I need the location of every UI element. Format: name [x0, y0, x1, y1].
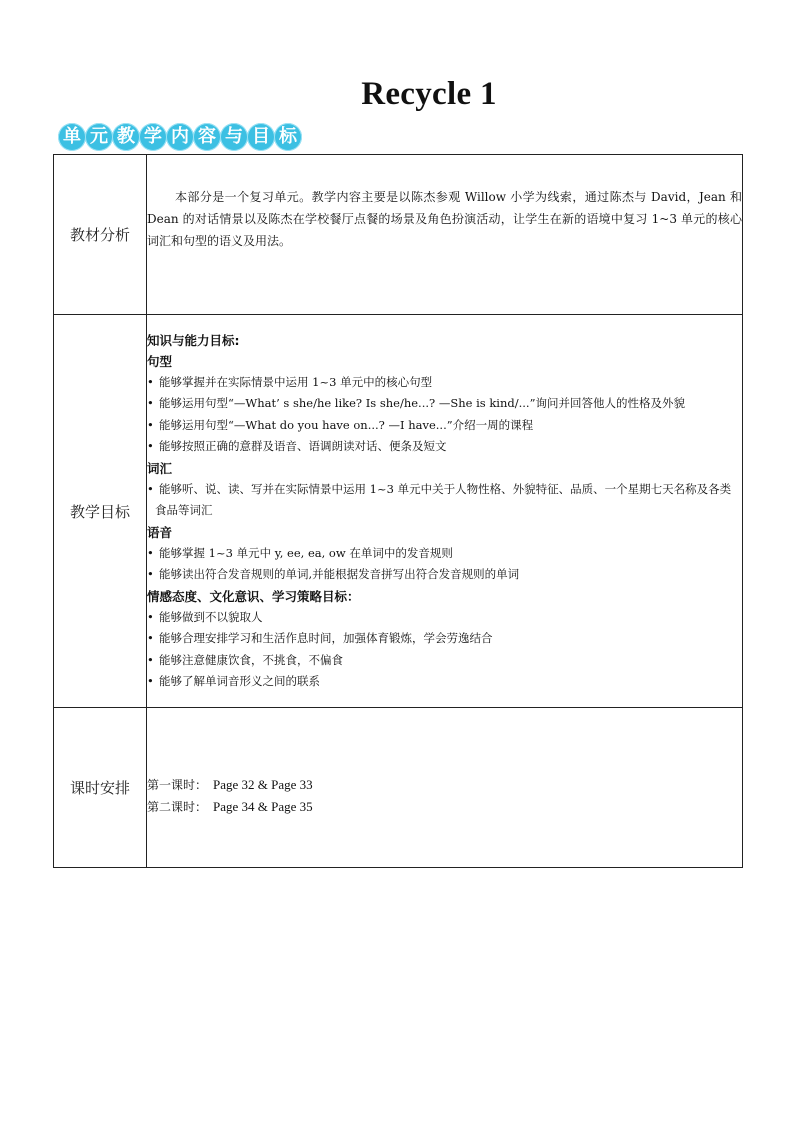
section-banner	[58, 123, 301, 153]
banner-char: 容	[193, 123, 221, 151]
list-item: • 能够运用句型“—What do you have on...? —I have...”介绍一周的课程	[147, 415, 742, 437]
banner-char: 标	[274, 123, 302, 151]
list-item: • 能够按照正确的意群及语音、语调朗读对话、便条及短文	[147, 436, 742, 458]
list-item: • 能够了解单词音形义之间的联系	[147, 671, 742, 693]
row-label-goals: 教学目标	[54, 315, 147, 708]
banner-char: 单	[58, 123, 86, 151]
list-item: • 能够注意健康饮食，不挑食，不偏食	[147, 650, 742, 672]
banner-char: 目	[247, 123, 275, 151]
banner-char: 教	[112, 123, 140, 151]
lesson-line	[147, 796, 742, 818]
knowledge-heading: 知识与能力目标:	[147, 332, 240, 348]
bullet-icon: •	[147, 567, 154, 581]
goals-cell	[147, 315, 743, 708]
banner-char: 元	[85, 123, 113, 151]
lesson-name: 第一课时：	[147, 777, 208, 792]
analysis-text: 本部分是一个复习单元。教学内容主要是以陈杰参观 Willow 小学为线索，通过陈杰与 David，Jean 和 Dean 的对话情景以及陈杰在学校餐厅点餐的场景及角色扮演活动，让学生在新的语境中复习 1~3 单元的核心词汇和句型的语义及用法。	[147, 189, 742, 248]
lesson-pages: Page 34 & Page 35	[213, 798, 313, 814]
bullet-icon: •	[147, 374, 154, 389]
lesson-pages: Page 32 & Page 33	[213, 776, 313, 792]
list-item: • 能够掌握并在实际情景中运用 1~3 单元中的核心句型	[147, 372, 742, 394]
bullet-icon: •	[147, 545, 154, 560]
affect-heading: 情感态度、文化意识、学习策略目标：	[147, 588, 360, 604]
table-row-analysis	[54, 155, 743, 315]
row-label-schedule: 课时安排	[54, 708, 147, 868]
banner-char: 学	[139, 123, 167, 151]
bullet-icon: •	[147, 439, 154, 453]
page-title: Recycle 1	[361, 76, 497, 112]
list-item: • 能够运用句型“—What’ s she/he like? Is she/he...? —She is kind/...”询问并回答他人的性格及外貌	[147, 393, 742, 415]
bullet-icon: •	[147, 481, 154, 496]
sentences-heading: 句型	[147, 353, 173, 369]
lesson-plan-table	[53, 154, 743, 868]
table-row-goals	[54, 315, 743, 708]
table-row-schedule	[54, 708, 743, 868]
list-item: • 能够做到不以貌取人	[147, 607, 742, 629]
lesson-name: 第二课时：	[147, 799, 208, 814]
bullet-icon: •	[147, 396, 154, 410]
bullet-icon: •	[147, 652, 154, 667]
list-item: • 能够掌握 1~3 单元中 y, ee, ea, ow 在单词中的发音规则	[147, 543, 742, 565]
phonics-heading: 语音	[147, 524, 173, 540]
banner-char: 与	[220, 123, 248, 151]
list-item: • 能够读出符合发音规则的单词,并能根据发音拼写出符合发音规则的单词	[147, 564, 742, 586]
row-label-analysis: 教材分析	[54, 155, 147, 315]
schedule-list	[147, 758, 742, 818]
list-item: • 能够听、说、读、写并在实际情景中运用 1~3 单元中关于人物性格、外貌特征、品质、一个星期七天名称及各类食品等词汇	[147, 479, 742, 522]
bullet-icon: •	[147, 631, 154, 645]
banner-char: 内	[166, 123, 194, 151]
vocab-heading: 词汇	[147, 460, 173, 476]
goals-list	[147, 330, 742, 693]
schedule-cell	[147, 708, 743, 868]
bullet-icon: •	[147, 417, 154, 432]
lesson-line	[147, 774, 742, 796]
bullet-icon: •	[147, 609, 154, 624]
analysis-cell	[147, 155, 743, 315]
list-item: • 能够合理安排学习和生活作息时间，加强体育锻炼，学会劳逸结合	[147, 628, 742, 650]
bullet-icon: •	[147, 674, 154, 688]
